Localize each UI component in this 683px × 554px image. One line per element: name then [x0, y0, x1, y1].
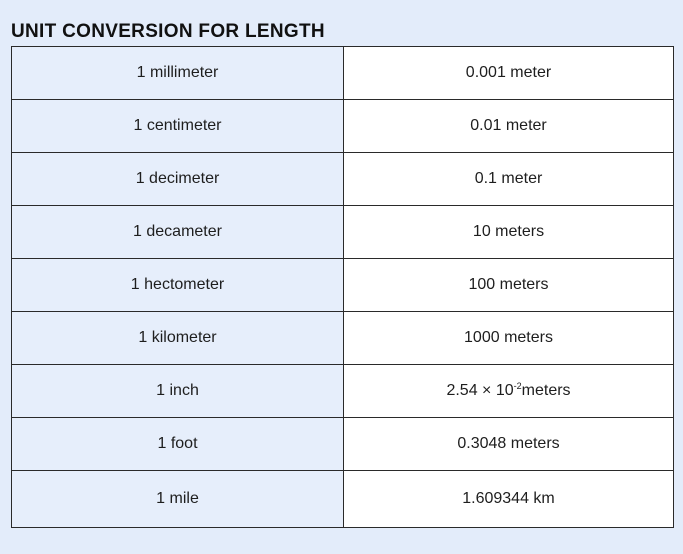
table-row	[12, 471, 674, 528]
value-cell: 0.3048 meters	[344, 418, 674, 471]
table-row	[12, 312, 674, 365]
table-row	[12, 47, 674, 100]
value-cell: 0.01 meter	[344, 100, 674, 153]
table-row	[12, 259, 674, 312]
unit-cell: 1 centimeter	[12, 100, 344, 153]
table-row	[12, 365, 674, 418]
table-row	[12, 418, 674, 471]
value-cell: 1000 meters	[344, 312, 674, 365]
unit-cell: 1 kilometer	[12, 312, 344, 365]
value-cell	[344, 365, 674, 418]
unit-cell: 1 millimeter	[12, 47, 344, 100]
conversion-table	[11, 46, 674, 528]
unit-cell: 1 decameter	[12, 206, 344, 259]
page-title: UNIT CONVERSION FOR LENGTH	[11, 21, 325, 42]
value-cell: 10 meters	[344, 206, 674, 259]
value-exponent: -2	[513, 381, 522, 391]
unit-cell: 1 hectometer	[12, 259, 344, 312]
unit-cell: 1 decimeter	[12, 153, 344, 206]
table-row	[12, 153, 674, 206]
table-row	[12, 206, 674, 259]
unit-cell: 1 inch	[12, 365, 344, 418]
value-cell: 0.1 meter	[344, 153, 674, 206]
value-cell: 1.609344 km	[344, 471, 674, 528]
value-cell: 0.001 meter	[344, 47, 674, 100]
value-base: 2.54 × 10	[446, 382, 514, 399]
table-row	[12, 100, 674, 153]
unit-cell: 1 foot	[12, 418, 344, 471]
unit-cell: 1 mile	[12, 471, 344, 528]
value-cell: 100 meters	[344, 259, 674, 312]
value-unit: meters	[521, 382, 571, 399]
